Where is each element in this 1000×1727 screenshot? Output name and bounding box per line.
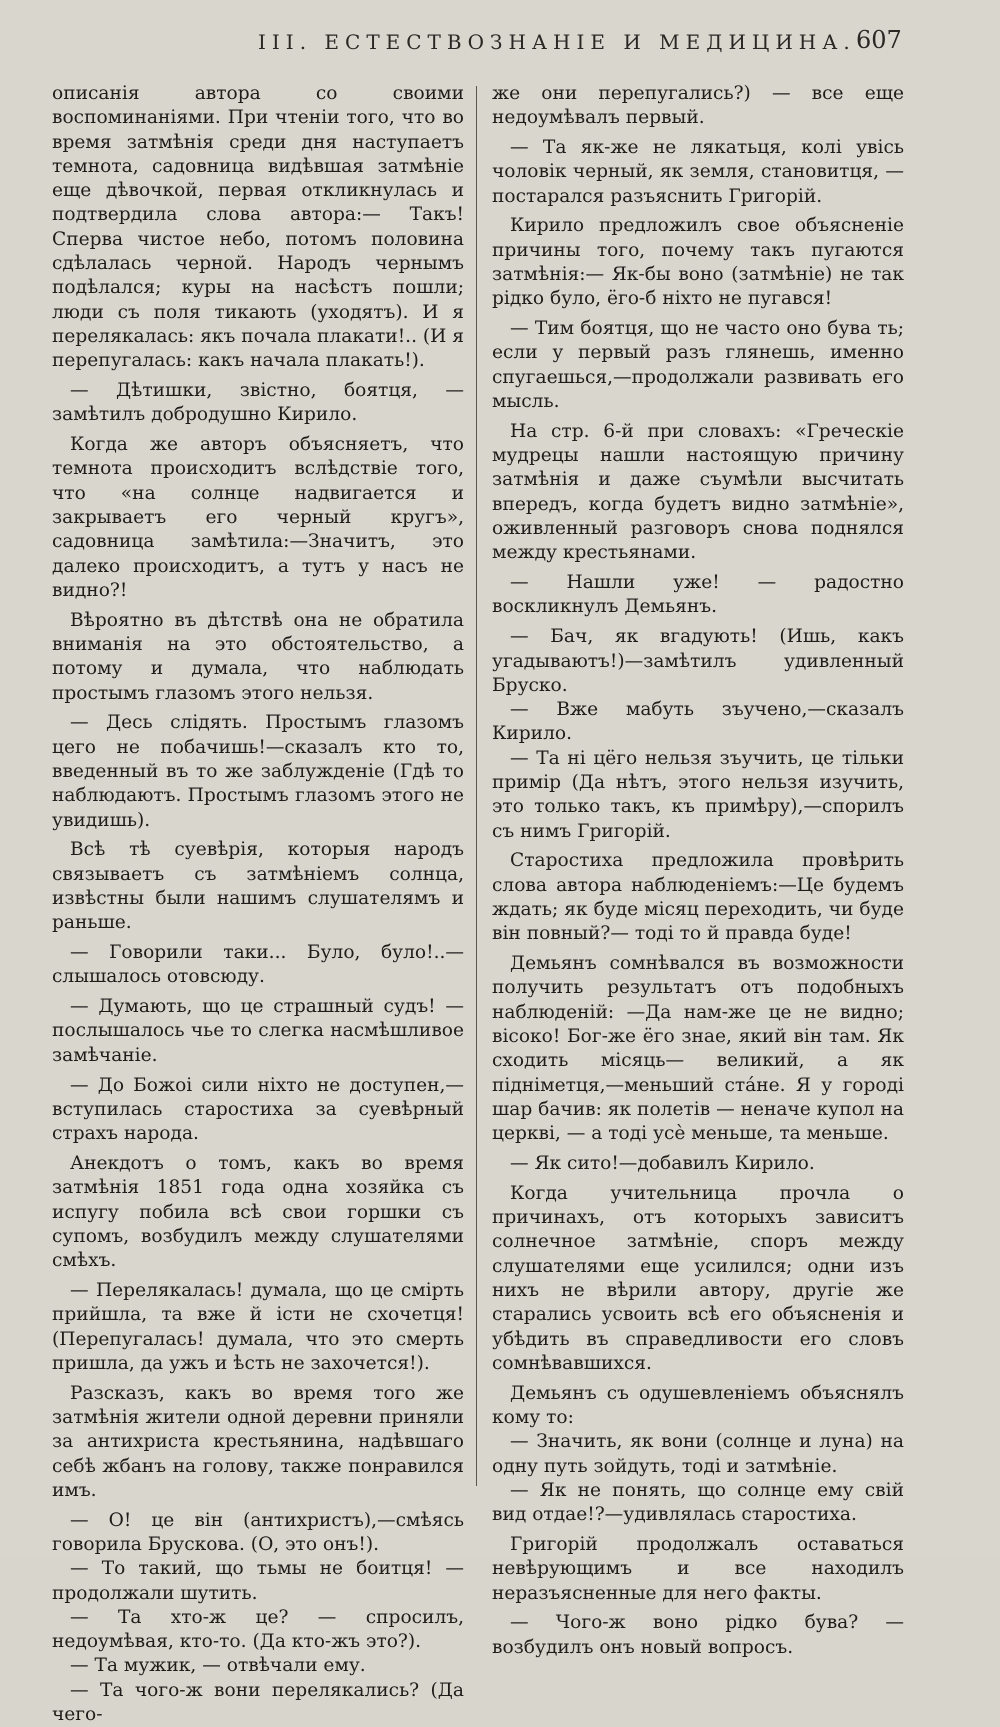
paragraph: — Бач, як вгадують! (Ишь, какъ угадываютъ!)—замѣтилъ удивленный Бруско.: [492, 626, 904, 696]
paragraph: — Та як-же не лякатьця, колi увiсь чоловiк черный, як земля, становитця, — постарался разъяснить Григорiй.: [492, 137, 904, 207]
paragraph: Вѣроятно въ дѣтствѣ она не обратила вниманія на это обстоятельство, а потому и думала, что наблюдать простымъ глазомъ этого нельзя.: [52, 609, 464, 704]
running-title: III. ЕСТЕСТВОЗНАНІЕ И МЕДИЦИНА.: [258, 30, 856, 54]
paragraph: Демьянъ съ одушевленіемъ объяснялъ кому то:: [492, 1382, 904, 1428]
column-divider: [476, 86, 477, 1486]
paragraph: — Дѣтишки, звiстно, боятця, — замѣтилъ добродушно Кирило.: [52, 380, 464, 426]
running-header: [0, 26, 1000, 60]
paragraph: — Чого-ж воно рiдко бува? — возбудилъ онъ новый вопросъ.: [492, 1612, 904, 1658]
paragraph: Когда учительница прочла о причинахъ, отъ которыхъ зависитъ солнечное затмѣніе, споръ между слушателями еще усилился; одни изъ нихъ не вѣрили автору, другіе же старались усвоить всѣ его объясненія и убѣдить въ справедливости его словъ сомнѣвавшихся.: [492, 1182, 904, 1374]
paragraph: — Як сито!—добавилъ Кирило.: [510, 1152, 815, 1174]
paragraph: — Думають, що це страшный судъ! — послышалось чье то слегка насмѣшливое замѣчаніе.: [52, 996, 464, 1066]
paragraph: — Значить, як вони (солнце и луна) на одну путь зойдуть, тодi и затмѣніе.: [492, 1431, 904, 1477]
paragraph: — Та мужик, — отвѣчали ему.: [70, 1655, 366, 1677]
page-number: 607: [856, 26, 902, 54]
paragraph: — Та чого-ж вони перелякались? (Да чего-: [52, 1679, 464, 1725]
paragraph: Когда же авторъ объясняетъ, что темнота происходитъ вслѣдствіе того, что «на солнце надвигается и закрываетъ его черный кругъ», садовница замѣтила:—Значитъ, это далеко происходитъ, а тутъ у насъ не видно?!: [52, 434, 464, 601]
left-column: [52, 82, 464, 1727]
right-column: [492, 82, 904, 1665]
paragraph: — О! це вiн (антихристъ),—смѣясь говорила Брускова. (О, это онъ!).: [52, 1509, 464, 1555]
paragraph: — Нашли уже! — радостно воскликнулъ Демьянъ.: [492, 572, 904, 618]
paragraph: — Та хто-ж це? — спросилъ, недоумѣвая, кто-то. (Да кто-жъ это?).: [52, 1606, 464, 1653]
paragraph: — Як не понять, що солнце ему свiй вид отдае!?—удивлялась старостиха.: [492, 1479, 904, 1526]
paragraph: Анекдотъ о томъ, какъ во время затмѣнія 1851 года одна хозяйка съ испугу побила всѣ свои горшки съ супомъ, возбудилъ между слушателями смѣхъ.: [52, 1152, 464, 1272]
paragraph: — Вже мабуть зъучено,—сказалъ Кирило.: [492, 699, 904, 745]
paragraph: — Десь слiдять. Простымъ глазомъ цего не побачишь!—сказалъ кто то, введенный въ то же заблужденіе (Гдѣ то наблюдаютъ. Простымъ глазомъ этого не увидишь).: [52, 712, 464, 831]
paragraph: На стр. 6-й при словахъ: «Греческіе мудрецы нашли настоящую причину затмѣнія и даже съумѣли высчитать впередъ, когда будетъ видно затмѣніе», оживленный разговоръ снова поднялся между крестьянами.: [492, 420, 904, 564]
paragraph: Всѣ тѣ суевѣрія, которыя народъ связываетъ съ затмѣніемъ солнца, извѣстны были нашимъ слушателямъ и раньше.: [52, 839, 464, 934]
paragraph: — То такий, що тьмы не боитця! — продолжали шутить.: [52, 1558, 464, 1604]
paragraph: — Тим боятця, що не часто оно бува ть; если у первый разъ глянешь, именно спугаешься,—продолжали развивать его мысль.: [492, 318, 904, 413]
paragraph: — Та нi цёго нельзя зъучить, це тiльки примiр (Да нѣтъ, этого нельзя изучить, это только такъ, къ примѣру),—спорилъ съ нимъ Григорiй.: [492, 747, 904, 842]
paragraph: Старостиха предложила провѣрить слова автора наблюденіемъ:—Це будемъ ждать; як буде мiсяц переходить, чи буде вiн повный?— тодi то й правда буде!: [492, 850, 904, 945]
paragraph: — Перелякалась! думала, що це смiрть прийшла, та вже й iсти не схочетця! (Перепугалась! думала, что это смерть пришла, да ужъ и ѣсть не захочется!).: [52, 1279, 464, 1374]
paragraph: Кирило предложилъ свое объясненіе причины того, почему такъ пугаются затмѣнія:— Як-бы воно (затмѣніе) не так рiдко було, ёго-б нiхто не пугався!: [492, 215, 904, 310]
paragraph: Разсказъ, какъ во время того же затмѣнія жители одной деревни приняли за антихриста крестьянина, надѣвшаго себѣ жбанъ на голову, также понравился имъ.: [52, 1382, 464, 1501]
paragraph: Демьянъ сомнѣвался въ возможности получить результатъ отъ подобныхъ наблюденій: —Да нам-же це не видно; вiсоко! Бог-же ёго знае, який вiн там. Як сходить мiсяць— великий, а як пiднiметця,—меньший стáне. Я у городi шар бачив: як полетiв — неначе купол на церквi, — а тодi усѐ меньше, та меньше.: [492, 953, 905, 1145]
paragraph: — Говорили таки... Було, було!..—слышалось отовсюду.: [52, 942, 464, 988]
paragraph: же они перепугались?) — все еще недоумѣвалъ первый.: [492, 83, 904, 129]
paragraph: описанія автора со своими воспоминаніями. При чтеніи того, что во время затмѣнія среди дня наступаетъ темнота, садовница видѣвшая затмѣніе еще дѣвочкой, первая откликнулась и подтвердила слова автора:— Такъ! Сперва чистое небо, потомъ половина сдѣлалась черной. Народъ чернымъ подѣлался; куры на насѣстъ пошли; люди съ поля тикають (уходятъ). И я перелякалась: якъ почала плакати!.. (И я перепугалась: какъ начала плакать!).: [52, 83, 465, 372]
paragraph: Григорiй продолжалъ оставаться невѣрующимъ и все находилъ неразъясненные для него факты.: [492, 1533, 904, 1604]
paragraph: — До Божоi сили нiхто не доступен,—вступилась старостиха за суевѣрный страхъ народа.: [52, 1074, 464, 1145]
